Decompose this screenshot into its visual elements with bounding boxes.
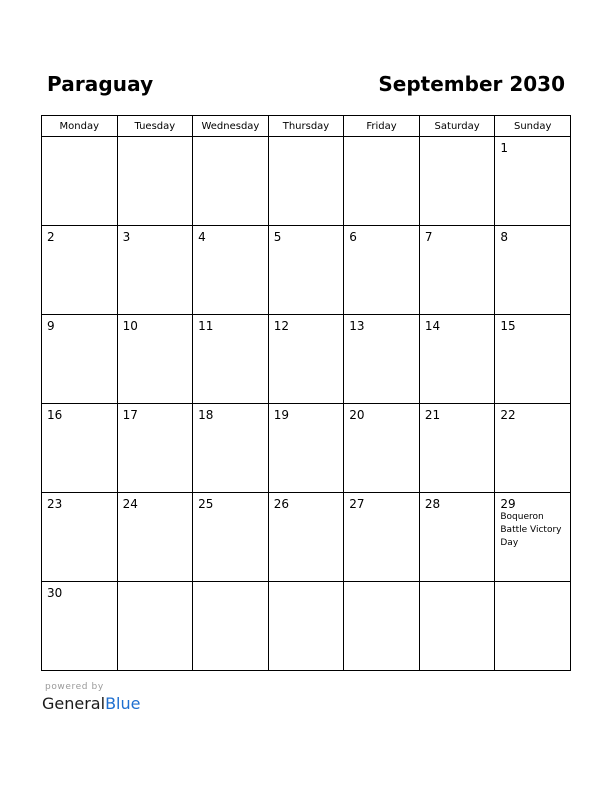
day-number: 10	[122, 319, 138, 333]
day-number: 3	[122, 230, 131, 244]
day-number: 24	[122, 497, 138, 511]
day-number: 18	[198, 408, 214, 422]
brand-general-text: General	[42, 694, 106, 713]
weekday-friday: Friday	[344, 116, 420, 137]
day-number	[269, 137, 344, 141]
day-number: 7	[424, 230, 433, 244]
day-cell	[268, 493, 344, 582]
week-row	[42, 137, 571, 226]
day-number	[344, 137, 419, 141]
day-number	[42, 137, 117, 141]
day-number: 28	[424, 497, 441, 511]
day-cell	[193, 226, 269, 315]
day-cell	[268, 137, 344, 226]
day-number: 27	[349, 497, 365, 511]
weekday-sunday: Sunday	[495, 116, 571, 137]
day-cell	[419, 582, 495, 671]
month-year-title: September 2030	[378, 72, 565, 96]
day-cell	[344, 404, 420, 493]
day-cell	[193, 315, 269, 404]
day-number: 17	[122, 408, 138, 422]
day-number: 6	[349, 230, 357, 244]
generalblue-logo-link[interactable]	[42, 694, 140, 713]
week-row	[42, 226, 571, 315]
day-cell	[117, 137, 193, 226]
day-number: 25	[198, 497, 214, 511]
day-cell	[117, 404, 193, 493]
weekday-monday: Monday	[42, 116, 118, 137]
day-number: 26	[273, 497, 289, 511]
weekday-header-row	[42, 116, 571, 137]
day-cell	[344, 137, 420, 226]
weekday-wednesday: Wednesday	[193, 116, 269, 137]
day-cell	[268, 404, 344, 493]
day-number	[118, 137, 193, 141]
day-cell	[117, 582, 193, 671]
day-number: 22	[500, 408, 516, 422]
day-cell	[268, 226, 344, 315]
day-number	[193, 582, 268, 586]
day-cell	[193, 493, 269, 582]
day-number: 11	[198, 319, 214, 333]
day-number: 5	[273, 230, 282, 244]
holiday-label: Boqueron Battle Victory Day	[500, 512, 562, 548]
calendar-grid	[41, 115, 571, 671]
day-cell	[419, 493, 495, 582]
day-cell	[344, 493, 420, 582]
day-number: 1	[500, 141, 509, 155]
day-number: 9	[47, 319, 55, 333]
day-cell	[419, 226, 495, 315]
weekday-tuesday: Tuesday	[117, 116, 193, 137]
day-cell	[344, 226, 420, 315]
day-cell	[268, 315, 344, 404]
day-number	[495, 582, 570, 586]
day-number: 15	[500, 319, 516, 333]
day-number	[420, 137, 495, 141]
day-cell	[42, 493, 118, 582]
day-cell	[42, 137, 118, 226]
day-number: 12	[273, 319, 289, 333]
day-cell	[193, 137, 269, 226]
day-cell	[495, 137, 571, 226]
day-cell	[419, 404, 495, 493]
day-number: 4	[198, 230, 206, 244]
day-number	[420, 582, 495, 586]
day-cell	[419, 137, 495, 226]
country-title: Paraguay	[47, 72, 154, 96]
week-row	[42, 404, 571, 493]
day-cell	[495, 493, 571, 582]
day-cell	[42, 582, 118, 671]
day-number: 19	[273, 408, 289, 422]
day-number	[118, 582, 193, 586]
day-cell	[42, 226, 118, 315]
weekday-thursday: Thursday	[268, 116, 344, 137]
week-row	[42, 315, 571, 404]
week-row	[42, 582, 571, 671]
brand-blue-text: Blue	[105, 694, 141, 713]
day-number: 14	[424, 319, 441, 333]
day-cell	[117, 315, 193, 404]
day-number	[193, 137, 268, 141]
day-cell	[419, 315, 495, 404]
weekday-saturday: Saturday	[419, 116, 495, 137]
day-cell	[268, 582, 344, 671]
day-cell	[42, 315, 118, 404]
day-number	[269, 582, 344, 586]
day-number: 8	[500, 230, 509, 244]
powered-by-text: powered by	[45, 682, 104, 692]
day-number: 2	[47, 230, 55, 244]
day-cell	[117, 226, 193, 315]
day-cell	[495, 315, 571, 404]
day-number: 23	[47, 497, 63, 511]
day-cell	[193, 582, 269, 671]
day-cell	[42, 404, 118, 493]
day-number: 30	[47, 586, 63, 600]
day-cell	[495, 582, 571, 671]
day-number: 29	[500, 497, 516, 511]
day-number: 21	[424, 408, 441, 422]
day-number: 13	[349, 319, 365, 333]
day-cell	[117, 493, 193, 582]
day-number: 16	[47, 408, 63, 422]
day-cell	[344, 582, 420, 671]
week-row	[42, 493, 571, 582]
day-number: 20	[349, 408, 365, 422]
day-cell	[495, 404, 571, 493]
day-cell	[193, 404, 269, 493]
day-number	[344, 582, 419, 586]
day-cell	[344, 315, 420, 404]
day-cell	[495, 226, 571, 315]
